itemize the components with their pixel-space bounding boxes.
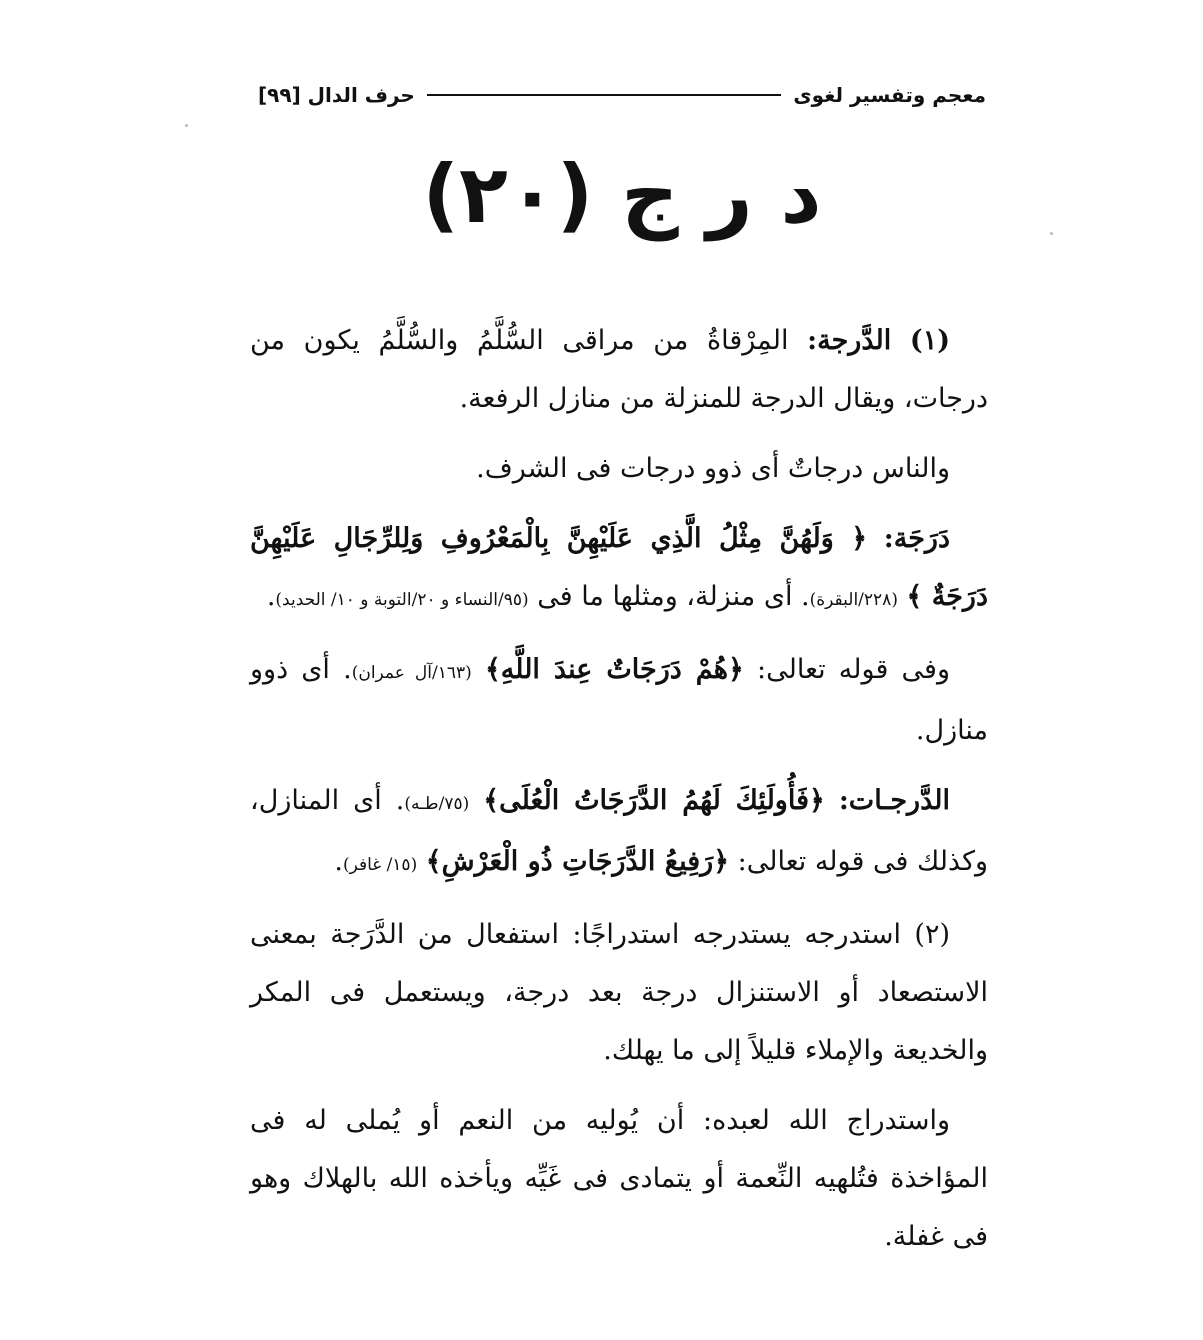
citation: (٩٥/النساء و ٢٠/التوبة و ١٠/ الحديد) — [275, 590, 529, 610]
quran-quote: ﴿هُمْ دَرَجَاتٌ عِندَ اللَّهِ﴾ — [484, 654, 744, 685]
definition-text: وفى قوله تعالى: — [757, 654, 950, 685]
paragraph-2 — [250, 440, 988, 498]
citation: (٢٢٨/البقرة) — [809, 590, 898, 610]
header-rule — [427, 94, 782, 96]
punctuation: . — [334, 846, 343, 877]
term-heading: دَرَجَة: — [883, 523, 950, 554]
book-title: معجم وتفسير لغوى — [793, 83, 986, 107]
entry-title: د ر ج (٢٠) — [422, 148, 822, 241]
citation: (١٥/ غافر) — [342, 855, 418, 875]
quran-quote: ﴿ وَلَهُنَّ مِثْلُ الَّذِي عَلَيْهِنَّ بِالْمَعْرُوفِ وَلِلرِّجَالِ عَلَيْهِنَّ دَرَجَةٌ ﴾ — [250, 523, 988, 612]
citation: (١٦٣/آل عمران) — [351, 663, 472, 683]
paragraph-5 — [250, 772, 988, 894]
section-label: حرف الدال [٩٩] — [258, 83, 415, 107]
paragraph-6 — [250, 906, 988, 1080]
definition-text: (٢) استدرجه يستدرجه استدراجًا: استفعال من الدَّرَجة بمعنى الاستصعاد أو الاستنزال درجة بعد درجة، ويستعمل فى المكر والخديعة والإملاء قليلاً إلى ما يهلك. — [250, 919, 988, 1066]
definition-text: والناس درجاتٌ أى ذوو درجات فى الشرف. — [476, 453, 950, 484]
entry-body — [250, 312, 988, 1278]
punctuation: . — [266, 581, 276, 612]
definition-text: واستدراج الله لعبده: أن يُوليه من النعم أو يُملى له فى المؤاخذة فتُلهيه النِّعمة أو يتمادى فى غَيِّه ويأخذه الله بالهلاك وهو فى غفلة. — [250, 1105, 988, 1252]
quran-quote: ﴿فَأُولَئِكَ لَهُمُ الدَّرَجَاتُ الْعُلَى﴾ — [483, 785, 825, 816]
term-heading: الدَّرجة: — [807, 325, 892, 356]
paragraph-3 — [250, 510, 988, 629]
running-header — [258, 78, 986, 112]
scan-speck — [1050, 232, 1053, 235]
definition-text: . أى منزلة، ومثلها ما فى — [537, 581, 810, 612]
paragraph-7 — [250, 1092, 988, 1266]
scan-speck — [185, 124, 188, 127]
definition-text: . أى ذوو منازل. — [250, 654, 988, 746]
paragraph-number: (١) — [909, 325, 950, 356]
citation: (٧٥/طـه) — [404, 794, 470, 814]
term-heading: الدَّرجـات: — [838, 785, 950, 816]
paragraph-4 — [250, 641, 988, 760]
definition-text: . أى المنازل، وكذلك فى قوله تعالى: — [250, 785, 988, 877]
quran-quote: ﴿رَفِيعُ الدَّرَجَاتِ ذُو الْعَرْشِ﴾ — [425, 846, 730, 877]
paragraph-1 — [250, 312, 988, 428]
definition-text: المِرْقاةُ من مراقى السُّلَّمُ والسُّلَّمُ يكون من درجات، ويقال الدرجة للمنزلة من منازل الرفعة. — [250, 325, 988, 414]
